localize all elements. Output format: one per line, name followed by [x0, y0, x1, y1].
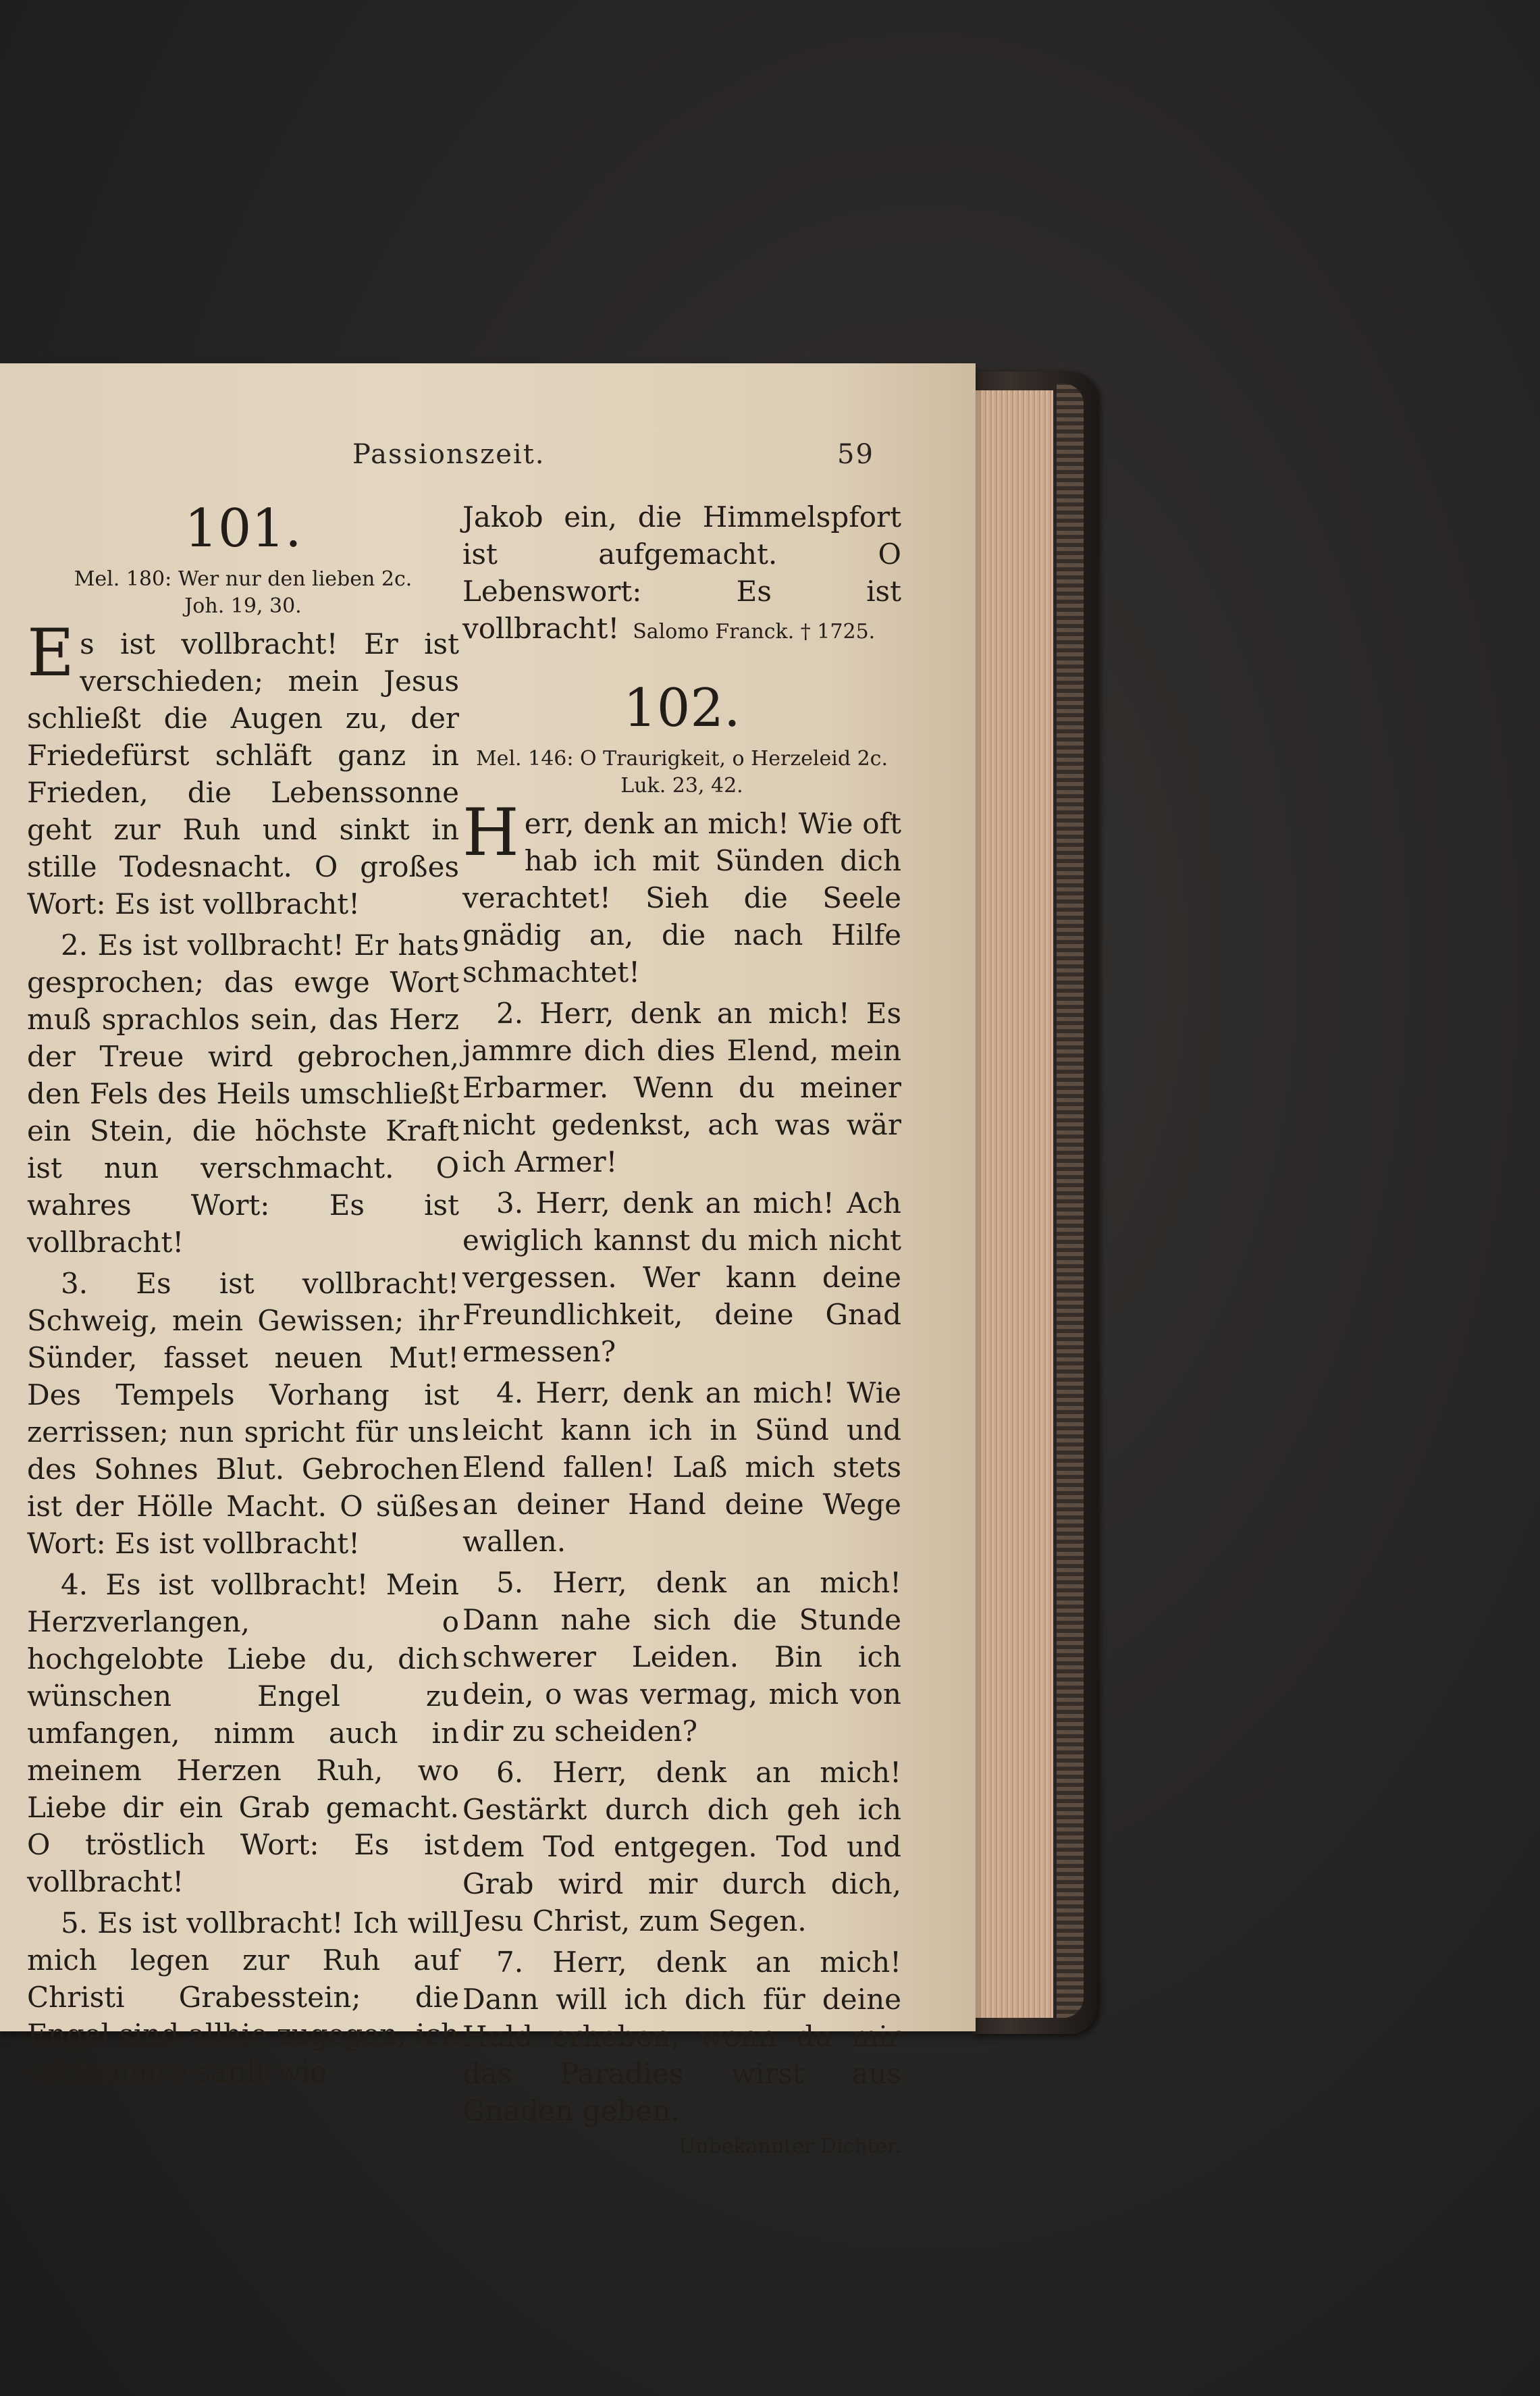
hymn-102-dropcap: H	[462, 795, 519, 870]
hymn-101-verse-5-part-2	[462, 498, 901, 647]
hymn-102-verse-1	[462, 795, 901, 991]
cover-spine-edge	[1057, 384, 1084, 2018]
hymn-101-verse-2: 2. Es ist vollbracht! Er hats gesprochen; das ewge Wort muß sprachlos sein, das Herz der Treue wird gebrochen, den Fels des Heils umschließt ein Stein, die höchste Kraft ist nun verschmacht. O wahres Wort: Es ist vollbracht!	[27, 929, 459, 1259]
right-column	[462, 498, 901, 2160]
hymn-102-reference: Luk. 23, 42.	[620, 774, 743, 798]
hymn-102-melody: Mel. 146: O Traurigkeit, o Herzeleid 2c.	[475, 747, 888, 771]
hymn-102-verse-6: 6. Herr, denk an mich! Gestärkt durch dich geh ich dem Tod entgegen. Tod und Grab wird mir durch dich, Jesu Christ, zum Segen.	[462, 1756, 901, 1937]
hymn-102-verse-2: 2. Herr, denk an mich! Es jammre dich dies Elend, mein Erbarmer. Wenn du meiner nicht gedenkst, ach was wär ich Armer!	[462, 997, 901, 1178]
hymn-101-author: Salomo Franck. † 1725.	[633, 620, 876, 644]
hymn-102-verse-3: 3. Herr, denk an mich! Ach ewiglich kannst du mich nicht vergessen. Wer kann deine Freundlichkeit, deine Gnad ermessen?	[462, 1187, 901, 1368]
hymn-101-verse-4: 4. Es ist vollbracht! Mein Herzverlangen, o hochgelobte Liebe du, dich wünschen Engel zu umfangen, nimm auch in meinem Herzen Ruh, wo Liebe dir ein Grab gemacht. O tröstlich Wort: Es ist vollbracht!	[27, 1568, 459, 1898]
hymn-101-verse-5-part-1: 5. Es ist vollbracht! Ich will mich legen zur Ruh auf Christi Grabesstein; die Engel sind allhie zugegen, ich schlummre sanft wie	[27, 1906, 459, 2088]
hymn-102-verse-1-text: err, denk an mich! Wie oft hab ich mit Sünden dich verachtet! Sieh die Seele gnädig an, die nach Hilfe schmachtet!	[462, 807, 901, 989]
hymn-spacer	[462, 651, 901, 678]
book-page	[0, 363, 976, 2158]
running-head	[0, 439, 976, 473]
hymn-101-verse-1-text: s ist vollbracht! Er ist verschieden; mein Jesus schließt die Augen zu, der Friedefürst schläft ganz in Frieden, die Lebenssonne geht zur Ruh und sinkt in stille Todesnacht. O großes Wort: Es ist vollbracht!	[27, 627, 459, 920]
hymn-101-melody: Mel. 180: Wer nur den lieben 2c.	[74, 567, 413, 591]
running-head-title: Passionszeit.	[352, 439, 546, 470]
hymn-101-reference: Joh. 19, 30.	[184, 594, 302, 618]
left-column	[27, 498, 459, 2094]
hymn-101-number: 101.	[184, 498, 302, 559]
hymn-101-verse-5-cont: Jakob ein, die Himmelspfort ist aufgemacht. O Lebenswort: Es ist vollbracht!	[462, 500, 901, 645]
hymn-102-verse-7: 7. Herr, denk an mich! Dann will ich dich für deine Huld erheben, wenn du mir das Paradies wirst aus Gnaden geben.	[462, 1946, 901, 2127]
hymn-102-verse-4: 4. Herr, denk an mich! Wie leicht kann ich in Sünd und Elend fallen! Laß mich stets an deiner Hand deine Wege wallen.	[462, 1376, 901, 1558]
hymn-102-verse-5: 5. Herr, denk an mich! Dann nahe sich die Stunde schwerer Leiden. Bin ich dein, o was vermag, mich von dir zu scheiden?	[462, 1566, 901, 1748]
page-edges	[972, 390, 1053, 2018]
hymn-102-author: Unbekannter Dichter.	[678, 2135, 901, 2158]
open-book	[0, 363, 1097, 2158]
hymn-101-verse-1	[27, 615, 459, 922]
hymn-101-verse-3: 3. Es ist vollbracht! Schweig, mein Gewissen; ihr Sünder, fasset neuen Mut! Des Tempels Vorhang ist zerrissen; nun spricht für uns des Sohnes Blut. Gebrochen ist der Hölle Macht. O süßes Wort: Es ist vollbracht!	[27, 1267, 459, 1560]
hymn-101-dropcap: E	[27, 615, 75, 691]
hymn-102-number: 102.	[623, 678, 741, 739]
page-number: 59	[837, 439, 874, 470]
